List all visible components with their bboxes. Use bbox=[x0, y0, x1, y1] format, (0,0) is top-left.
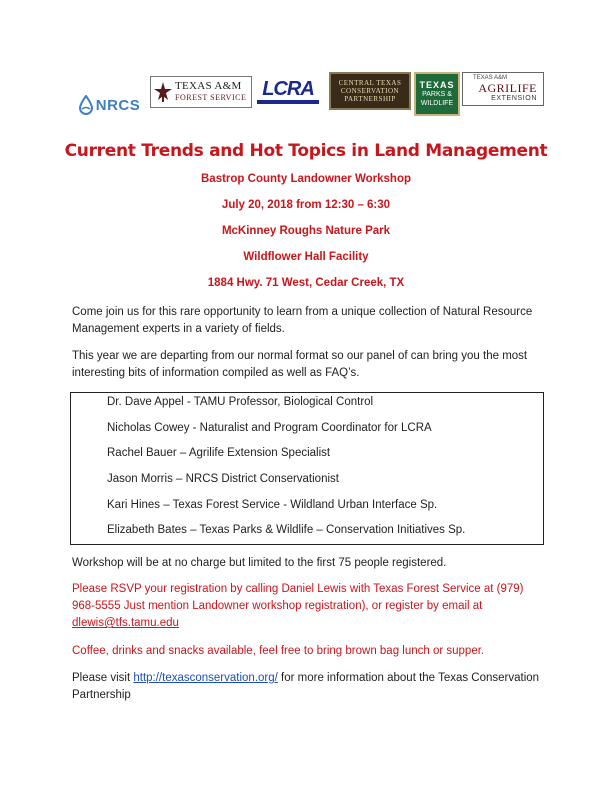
speaker-item: Elizabeth Bates – Texas Parks & Wildlife – Conservation Initiatives Sp. bbox=[107, 524, 466, 536]
tamu-logo-line1: TEXAS A&M bbox=[175, 80, 242, 92]
texas-am-forest-service-logo bbox=[150, 76, 252, 108]
rsvp-text: Please RSVP your registration by calling Daniel Lewis with Texas Forest Service at (979) 968-5555 Just mention Landowner workshop registration), or register by email at bbox=[72, 583, 524, 612]
rsvp-paragraph bbox=[72, 581, 542, 632]
tamu-logo-line2: FOREST SERVICE bbox=[175, 93, 247, 102]
workshop-name: Bastrop County Landowner Workshop bbox=[201, 173, 411, 185]
agrilife-extension-logo bbox=[462, 72, 544, 106]
event-venue: McKinney Roughs Nature Park bbox=[221, 225, 391, 237]
star-icon bbox=[154, 81, 172, 103]
speaker-item: Rachel Bauer – Agrilife Extension Specialist bbox=[107, 447, 331, 459]
event-facility: Wildflower Hall Facility bbox=[243, 251, 369, 263]
event-date: July 20, 2018 from 12:30 – 6:30 bbox=[221, 199, 391, 211]
cost-note: Workshop will be at no charge but limited to the first 75 people registered. bbox=[72, 557, 447, 569]
visit-suffix: for more information about the Texas Conservation Partnership bbox=[72, 672, 540, 701]
tpwd-logo-line2: PARKS & bbox=[422, 91, 452, 98]
speaker-item: Jason Morris – NRCS District Conservationist bbox=[107, 473, 339, 485]
lcra-logo-bar bbox=[257, 100, 319, 104]
intro-paragraph: Come join us for this rare opportunity to learn from a unique collection of Natural Resource Management experts in a variety of fields. bbox=[72, 306, 533, 335]
speaker-item: Kari Hines – Texas Forest Service - Wildland Urban Interface Sp. bbox=[107, 499, 438, 511]
texas-conservation-link[interactable]: http://texasconservation.org/ bbox=[133, 672, 278, 684]
water-drop-icon bbox=[78, 95, 94, 115]
agrilife-logo-line2: EXTENSION bbox=[491, 95, 537, 102]
food-note: Coffee, drinks and snacks available, feel free to bring brown bag lunch or supper. bbox=[72, 645, 485, 657]
visit-prefix: Please visit bbox=[72, 672, 134, 684]
ctcp-logo-line2: CONSERVATION bbox=[340, 87, 400, 95]
speaker-item: Dr. Dave Appel - TAMU Professor, Biological Control bbox=[107, 396, 374, 408]
tpwd-logo-line1: TEXAS bbox=[419, 80, 455, 90]
event-address: 1884 Hwy. 71 West, Cedar Creek, TX bbox=[207, 277, 405, 289]
format-paragraph: This year we are departing from our normal format so our panel of can bring you the most interesting bits of information compiled as well as FAQ’s. bbox=[72, 350, 528, 379]
speaker-panel bbox=[70, 392, 544, 545]
ctcp-logo-line1: CENTRAL TEXAS bbox=[338, 79, 402, 87]
rsvp-email-link[interactable]: dlewis@tfs.tamu.edu bbox=[72, 617, 179, 629]
tpwd-logo-line3: WILDLIFE bbox=[420, 100, 454, 107]
page-title: Current Trends and Hot Topics in Land Management bbox=[64, 141, 548, 161]
lcra-logo-text: LCRA bbox=[262, 77, 314, 100]
visit-paragraph bbox=[72, 670, 542, 704]
nrcs-logo-text: NRCS bbox=[95, 96, 141, 114]
texas-parks-wildlife-logo bbox=[414, 72, 460, 116]
speaker-item: Nicholas Cowey - Naturalist and Program Coordinator for LCRA bbox=[107, 422, 432, 434]
agrilife-logo-line1: AGRILIFE bbox=[478, 81, 537, 95]
nrcs-logo bbox=[74, 94, 144, 116]
sponsor-logos bbox=[0, 0, 612, 125]
agrilife-logo-line0: TEXAS A&M bbox=[473, 75, 508, 81]
central-texas-conservation-partnership-logo bbox=[329, 72, 411, 110]
lcra-logo bbox=[255, 76, 321, 106]
ctcp-logo-line3: PARTNERSHIP bbox=[344, 95, 396, 103]
